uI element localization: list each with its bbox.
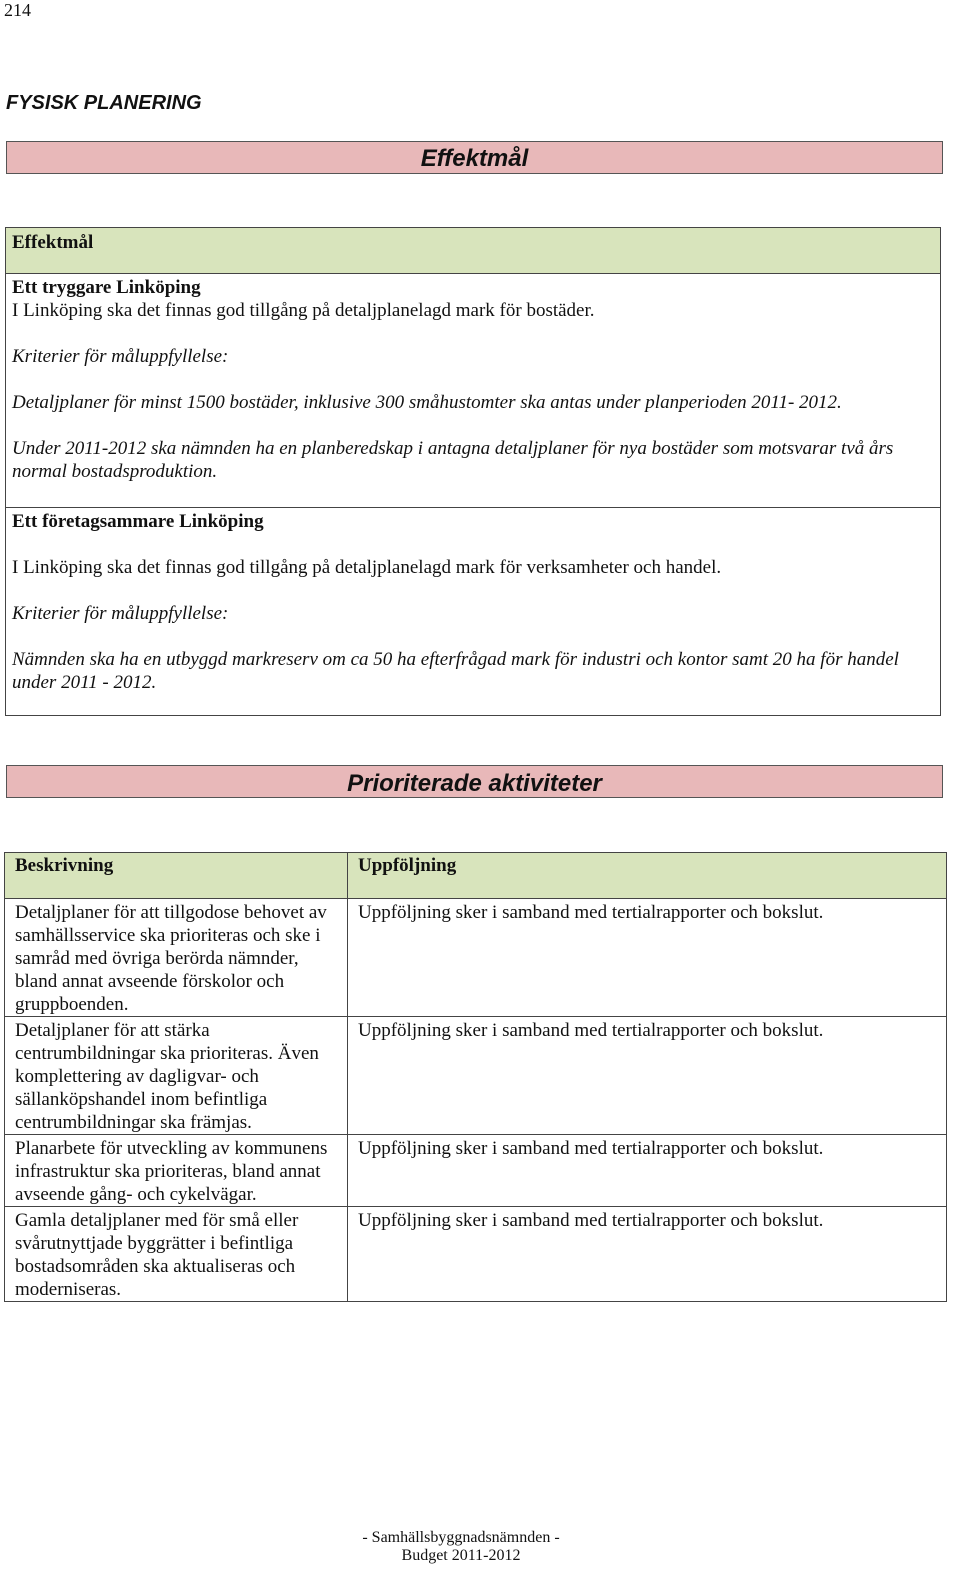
column-header-beskrivning: Beskrivning <box>5 853 348 899</box>
goals-header: Effektmål <box>6 228 940 274</box>
page-number: 214 <box>4 0 31 20</box>
criteria-item: Detaljplaner för minst 1500 bostäder, inklusive 300 småhustomter ska antas under planperioden 2011- 2012. <box>12 392 842 413</box>
activity-followup: Uppföljning sker i samband med tertialrapporter och bokslut. <box>348 899 947 1017</box>
criteria-item: Under 2011-2012 ska nämnden ha en planberedskap i antagna detaljplaner för nya bostäder som motsvarar två års normal bostadsproduktion. <box>12 438 894 482</box>
section-title: FYSISK PLANERING <box>6 92 202 114</box>
table-row <box>5 899 947 1017</box>
goal-block-foretagsammare <box>6 508 940 694</box>
column-header-uppfoljning: Uppföljning <box>348 853 947 899</box>
goal-title: Ett företagsammare Linköping <box>12 511 264 532</box>
criteria-label: Kriterier för måluppfyllelse: <box>12 603 229 624</box>
activity-description: Planarbete för utveckling av kommunens infrastruktur ska prioriteras, bland annat avseende gång- och cykelvägar. <box>5 1135 348 1207</box>
footer-budget: Budget 2011-2012 <box>401 1547 521 1564</box>
page-footer <box>0 1529 922 1565</box>
footer-committee: - Samhällsbyggnadsnämnden - <box>362 1529 560 1546</box>
activity-followup: Uppföljning sker i samband med tertialrapporter och bokslut. <box>348 1135 947 1207</box>
goal-statement: I Linköping ska det finnas god tillgång på detaljplanelagd mark för bostäder. <box>12 300 595 321</box>
activity-description: Gamla detaljplaner med för små eller svårutnyttjade byggrätter i befintliga bostadsområden ska aktualiseras och moderniseras. <box>5 1207 348 1302</box>
activity-description: Detaljplaner för att stärka centrumbildningar ska prioriteras. Även komplettering av dagligvar- och sällanköpshandel inom befintliga centrumbildningar ska främjas. <box>5 1017 348 1135</box>
goal-block-tryggare <box>6 274 940 508</box>
criteria-label: Kriterier för måluppfyllelse: <box>12 346 229 367</box>
goals-box <box>5 227 941 716</box>
activity-followup: Uppföljning sker i samband med tertialrapporter och bokslut. <box>348 1017 947 1135</box>
table-row <box>5 1135 947 1207</box>
criteria-item: Nämnden ska ha en utbyggd markreserv om ca 50 ha efterfrågad mark för industri och kontor samt 20 ha för handel under 2011 - 2012. <box>12 649 899 693</box>
activity-followup: Uppföljning sker i samband med tertialrapporter och bokslut. <box>348 1207 947 1302</box>
table-header-row <box>5 853 947 899</box>
activity-description: Detaljplaner för att tillgodose behovet av samhällsservice ska prioriteras och ske i samråd med övriga berörda nämnder, bland annat avseende förskolor och gruppboenden. <box>5 899 348 1017</box>
activities-table <box>4 852 947 1302</box>
table-row <box>5 1017 947 1135</box>
goal-title: Ett tryggare Linköping <box>12 277 201 298</box>
prioriterade-aktiviteter-banner: Prioriterade aktiviteter <box>6 765 943 798</box>
goal-statement: I Linköping ska det finnas god tillgång på detaljplanelagd mark för verksamheter och handel. <box>12 557 722 578</box>
effektmal-banner: Effektmål <box>6 141 943 174</box>
table-row <box>5 1207 947 1302</box>
